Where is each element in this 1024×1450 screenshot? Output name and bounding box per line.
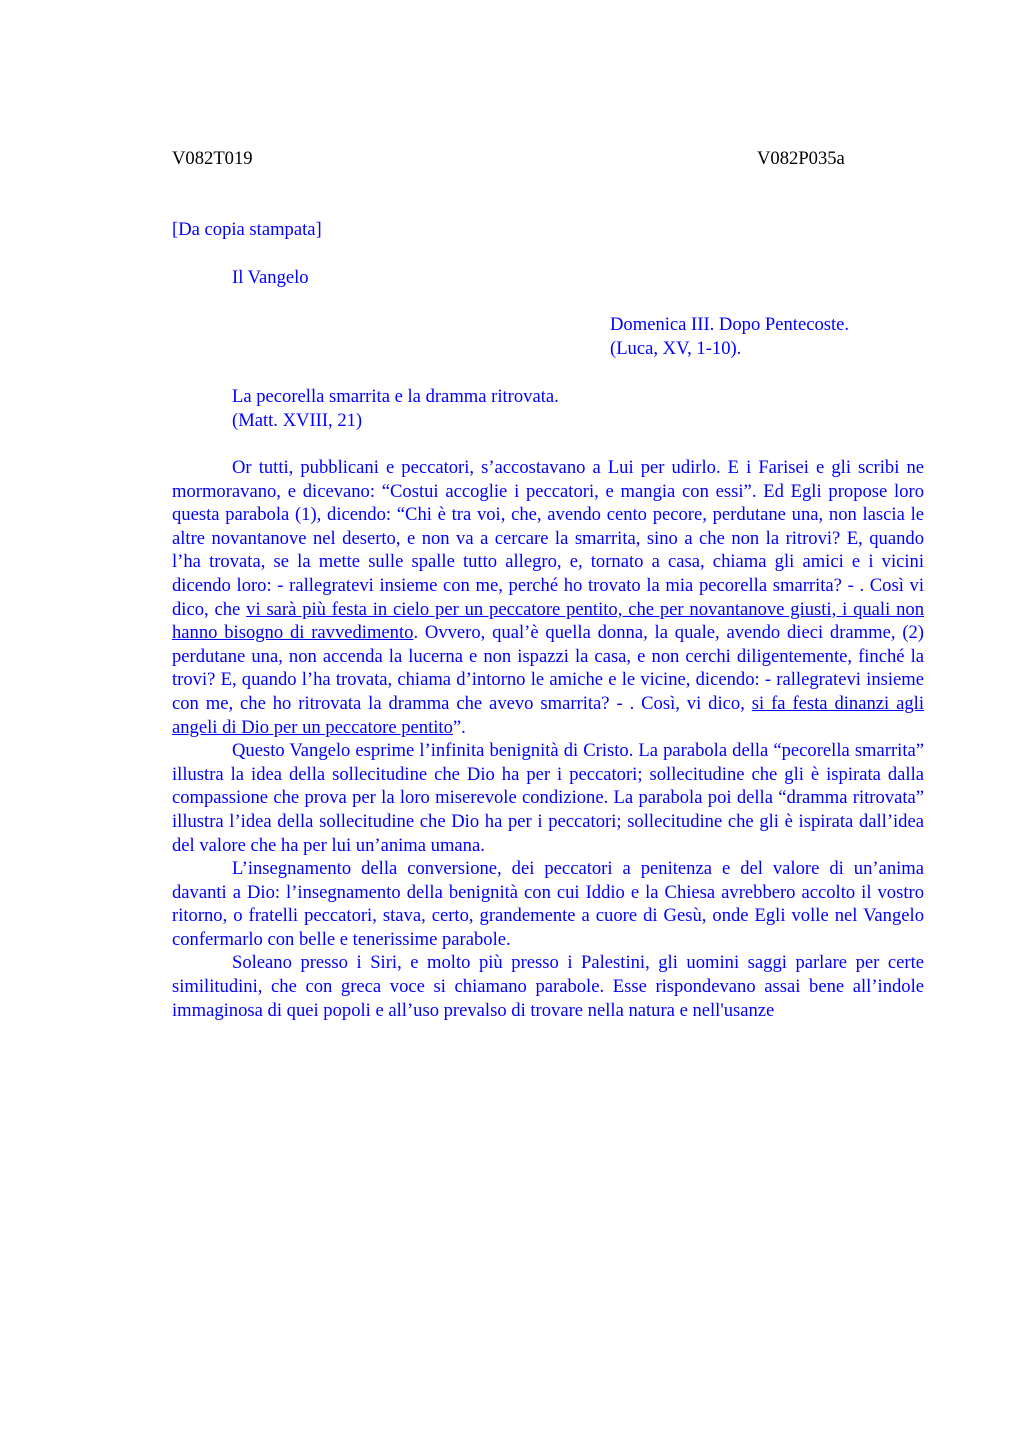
subtitle-line-1: La pecorella smarrita e la dramma ritrovata.	[232, 386, 559, 407]
document-code-left: V082T019	[172, 148, 253, 169]
gospel-underlined-a: vi sarà più festa in cielo per un peccatore pentito, che per novantanove giusti, i quali non hanno bisogno di ravvedimento	[172, 598, 924, 644]
gospel-text-b: . Ovvero, qual’è quella donna, la quale, avendo dieci dramme, (2) perdutane una, non accenda la lucerna e non ispazzi la casa, e non cerchi diligentemente, finché la trovi? E, quando l’ha trovata, chiama d’intorno le amiche e le vicine, dicendo: - rallegratevi insieme con me, che ho ritrovata la dramma che avevo smarrita? - . Così, vi dico,	[172, 622, 924, 714]
occasion-line-1: Domenica III. Dopo Pentecoste.	[610, 314, 850, 335]
paragraph-commentary-3: Soleano presso i Siri, e molto più presso i Palestini, gli uomini saggi parlare per certe similitudini, che con greca voce si chiamano parabole. Esse rispondevano assai bene all’indole immaginosa di quei popoli e all’uso prevalso di trovare nella natura e nell'usanze	[172, 952, 924, 1021]
gospel-text-a: Or tutti, pubblicani e peccatori, s’accostavano a Lui per udirlo. E i Farisei e gli scribi ne mormoravano, e dicevano: “Costui accoglie i peccatori, e mangia con essi”. Ed Egli propose loro questa parabola (1), dicendo: “Chi è tra voi, che, avendo cento pecore, perdutane una, non lascia le altre novantanove nel deserto, e non va a cercare la smarrita, sino a che non la ritrovi? E, quando l’ha trovata, se la mette sulle spalle tutto allegro, e, tornato a casa, chiama gli amici e i vicini dicendo loro: - rallegratevi insieme con me, perché ho trovato la mia pecorella smarrita? - . Così vi dico, che	[172, 457, 924, 620]
paragraph-commentary-1: Questo Vangelo esprime l’infinita benignità di Cristo. La parabola della “pecorella smarrita” illustra la idea della sollecitudine che Dio ha per i peccatori; sollecitudine che gli è ispirata dalla compassione che prova per la loro miserevole condizione. La parabola poi della “dramma ritrovata” illustra l’idea della sollecitudine che Dio ha per i peccatori; sollecitudine che gli è ispirata dall’idea del valore che ha per lui un’anima umana.	[172, 740, 924, 856]
subtitle-line-2: (Matt. XVIII, 21)	[232, 410, 363, 431]
body-text	[172, 456, 924, 1022]
gospel-text-c: ”.	[452, 716, 466, 738]
document-code-right: V082P035a	[757, 148, 845, 169]
occasion-line-2: (Luca, XV, 1-10).	[610, 338, 742, 359]
paragraph-commentary-2: L’insegnamento della conversione, dei peccatori a penitenza e del valore di un’anima davanti a Dio: l’insegnamento della benignità con cui Iddio e la Chiesa avrebbero accolto il vostro ritorno, o fratelli peccatori, stava, certo, grandemente a cuore di Gesù, onde Egli volle nel Vangelo confermarlo con belle e tenerissime parabole.	[172, 858, 924, 950]
gospel-underlined-b: si fa festa dinanzi agli angeli di Dio per un peccatore pentito	[172, 692, 924, 738]
source-note: [Da copia stampata]	[172, 219, 322, 240]
paragraph-gospel	[172, 456, 924, 739]
section-title: Il Vangelo	[232, 267, 309, 288]
